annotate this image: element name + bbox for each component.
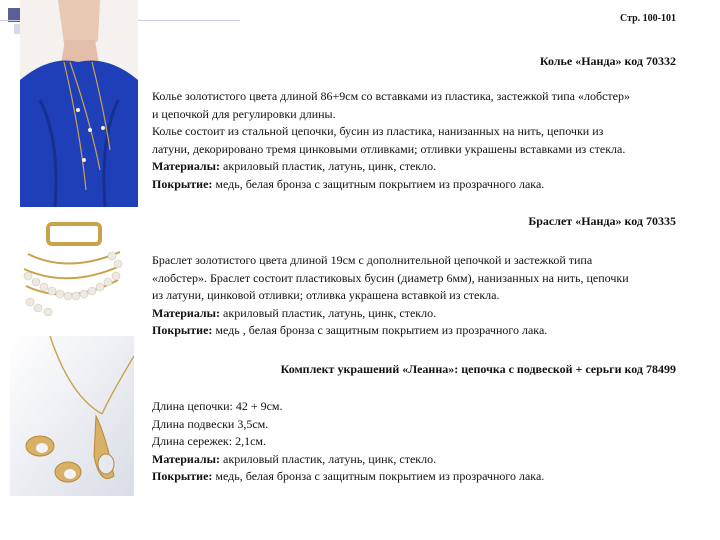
section-3-line: Длина цепочки: 42 + 9см. (152, 399, 283, 413)
section-1-materials (152, 158, 630, 176)
section-3-line: Длина подвески 3,5см. (152, 416, 269, 431)
section-3-body (152, 398, 544, 486)
page-reference: Стр. 100-101 (619, 13, 676, 24)
coating-value: медь , белая бронза с защитным покрытием из прозрачного лака. (212, 323, 548, 337)
materials-value: акриловый пластик, латунь, цинк, стекло. (220, 451, 437, 466)
materials-label: Материалы: (152, 305, 221, 320)
section-2-materials (152, 305, 629, 323)
coating-label: Покрытие: (152, 323, 213, 337)
section-2-line: «лобстер». Браслет состоит пластиковых бусин (диаметр 6мм), нанизанных на нить, цепочки (152, 270, 629, 285)
section-2-title: Браслет «Нанда» код 70335 (528, 214, 676, 228)
section-2-line: Браслет золотистого цвета длиной 19см с дополнительной цепочкой и застежкой типа (152, 253, 593, 267)
coating-label: Покрытие: (152, 176, 213, 191)
materials-value: акриловый пластик, латунь, цинк, стекло. (220, 305, 437, 320)
section-2-body (152, 252, 629, 340)
section-3-coating (152, 468, 544, 486)
section-3-line: Длина сережек: 2,1см. (152, 434, 267, 448)
coating-value: медь, белая бронза с защитным покрытием из прозрачного лака. (212, 469, 545, 483)
section-2-coating (152, 322, 629, 340)
section-2-line: из латуни, цинковой отливки; отливка украшена вставкой из стекла. (152, 288, 500, 302)
section-1-line: Колье золотистого цвета длиной 86+9см со вставками из пластика, застежкой типа «лобстер» (152, 89, 630, 103)
section-1-body (152, 88, 630, 193)
coating-value: медь, белая бронза с защитным покрытием из прозрачного лака. (212, 176, 545, 191)
section-1-line: латуни, декорировано тремя цинковыми отливками; отливки украшены вставками из стекла. (152, 141, 626, 156)
materials-label: Материалы: (152, 159, 221, 173)
materials-label: Материалы: (152, 451, 221, 466)
bracelet-photo (8, 214, 126, 324)
section-1-title: Колье «Нанда» код 70332 (539, 54, 676, 68)
section-3-materials (152, 451, 544, 469)
section-3-title: Комплект украшений «Леанна»: цепочка с подвеской + серьги код 78499 (280, 362, 676, 376)
necklace-model-photo (20, 0, 138, 207)
section-1-coating (152, 176, 630, 194)
coating-label: Покрытие: (152, 469, 213, 483)
materials-value: акриловый пластик, латунь, цинк, стекло. (220, 159, 437, 173)
section-1-line: и цепочкой для регулировки длины. (152, 106, 336, 121)
jewelry-set-photo (10, 336, 134, 496)
section-1-line: Колье состоит из стальной цепочки, бусин из пластика, нанизанных на нить, цепочки из (152, 124, 604, 138)
